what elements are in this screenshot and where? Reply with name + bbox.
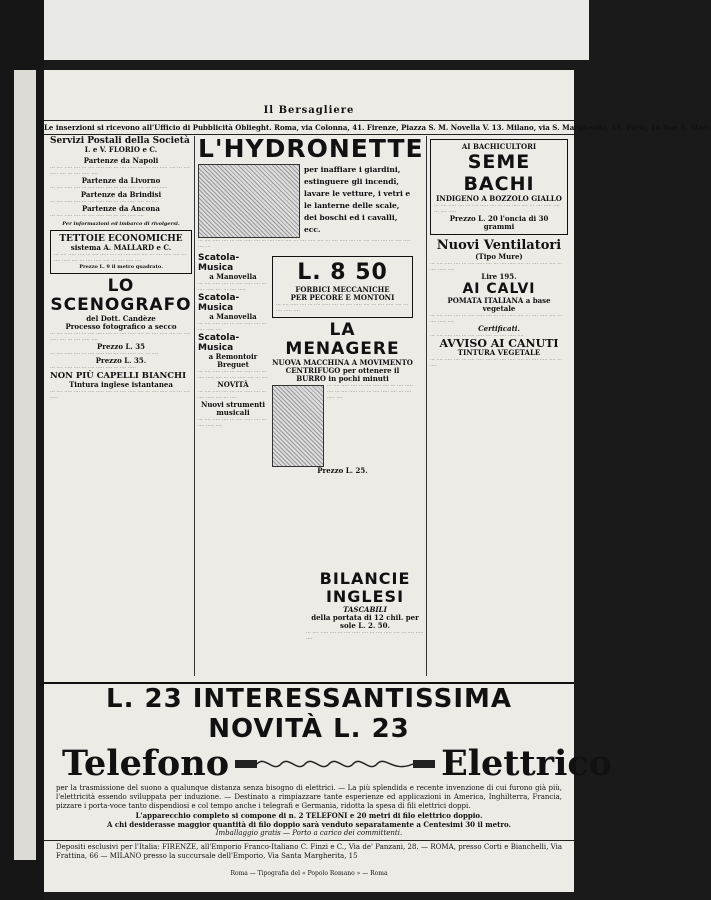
scatola-1-sub: a Manovella	[209, 272, 257, 281]
telephone-wire-icon	[235, 755, 435, 773]
istrumenti-heading: Nuovi strumenti musicali	[200, 400, 266, 417]
filler-text: ··· ···· ····· ···· ··· ···· ····· ···· ··· ···· ····· ···· ··· ···· ····· ···· ··· ···· ····· ····	[276, 302, 408, 314]
column-1	[50, 136, 192, 676]
bachi-title: SEME BACHI	[463, 151, 535, 195]
telefono-filo: A chi desiderasse maggior quantità di filo doppio sarà venduto separatamente a Centesimi 30 il metro.	[106, 820, 511, 829]
masthead: Il Bersagliere	[263, 105, 355, 116]
scatola-1-title: Scatola-Musica	[198, 253, 240, 273]
tettoie-sub: sistema A. MALLARD e C.	[70, 243, 172, 252]
filler-text: ··· ···· ····· ···· ··· ···· ····· ···· ··· ···· ····· ···· ··· ···· ····· ···· ··· ····	[198, 369, 268, 381]
filler-text: ··· ···· ····· ···· ··· ···· ····· ···· ··· ···· ····· ···· ··· ···· ····· ···· ··· ···· ·····	[434, 203, 560, 215]
filler-text: ··· ···· ····· ···· ··· ···· ····· ···· ··· ···· ····· ···· ··· ····	[50, 351, 159, 357]
filler-text: ··· ···· ····· ···· ··· ···· ····· ···· ··· ···· ····· ···· ··· ···· ····· ···· ··· ···· ····· ···· ··· ···· ····· ···· ··· ···· ····· ···· ···	[198, 238, 411, 250]
section-ancona: Partenze da Ancona	[82, 204, 160, 213]
bilancie-price: della portata di 12 chil. per sole L. 2. 50.	[311, 613, 419, 630]
filler-text: ··· ···· ····· ···· ··· ···· ····· ···· ··· ···· ····· ···· ··· ···· ·····	[198, 281, 267, 293]
filler-text: ··· ···· ····· ···· ··· ···· ····· ···· ··· ···· ····· ···· ··· ····	[198, 389, 267, 401]
tintura-heading: TINTURA VEGETALE	[457, 348, 541, 357]
bilancie-ad	[306, 570, 424, 670]
menagere-illustration	[272, 385, 324, 467]
scatola-column	[198, 253, 268, 475]
scenografo-sub: del Dott. Candèze	[86, 314, 156, 323]
scatola-2-sub: a Manovella	[209, 312, 257, 321]
binding-strip	[14, 70, 36, 860]
telefono-ad	[44, 682, 613, 864]
telefono-title-right: Elettrico	[441, 743, 613, 784]
scan-left-edge	[0, 0, 44, 900]
menagere-title: LA MENAGERE	[285, 320, 400, 359]
telefono-title-row	[44, 743, 613, 784]
scenografo-title: LO SCENOGRAFO	[50, 276, 192, 315]
capelli-title: NON PIÙ CAPELLI BIANCHI	[50, 371, 187, 381]
column-rule	[426, 136, 427, 676]
bachi-ad	[430, 139, 568, 235]
column-rule	[194, 136, 195, 676]
scatola-3-title: Scatola-Musica	[198, 333, 240, 353]
filler-text: ··· ···· ····· ···· ··· ···· ····· ···· ··· ···· ·····	[50, 365, 136, 371]
filler-text: ··· ···· ····· ···· ··· ···· ····· ···· ··· ···· ····· ····	[430, 333, 524, 339]
calvi-title: AI CALVI	[462, 281, 536, 297]
column-4	[430, 136, 568, 676]
newspaper-page	[44, 70, 711, 892]
ventilatori-title: Nuovi Ventilatori	[436, 238, 562, 253]
florio-subtitle: I. e V. FLORIO e C.	[84, 145, 158, 154]
filler-text: ··· ···· ····· ···· ··· ···· ····· ···· ··· ···· ····· ····	[198, 321, 267, 333]
telefono-description: per la trasmissione del suono a qualunque distanza senza bisogno di elettrici. — La più splendida e recente invenzione di cui furono già più, l'elettricità essendo sviluppata per induzione. — Destinato a rimpiazzare tante esperienze ed applicazioni in America, Inghilterra, Francia, pizzare i porta-voce tanto dispendiosi e col tempo anche i telegrafi e Germania, ridotta la spesa di fili elettrici doppi.	[56, 784, 562, 810]
filler-text: ··· ···· ····· ···· ··· ···· ····· ···· ··· ···· ····· ···· ··· ···· ·····	[50, 185, 168, 191]
certificati-heading: Certificati.	[478, 324, 520, 333]
tettoie-title: TETTOIE ECONOMICHE	[59, 234, 183, 244]
page-footer: Roma — Tipografia del « Popolo Romano » — Roma	[230, 870, 388, 877]
forbici-title: FORBICI MECCANICHE	[295, 285, 390, 294]
forbici-sub: PER PECORE E MONTONI	[290, 293, 395, 302]
menagere-sub: NUOVA MACCHINA A MOVIMENTO CENTRIFUGO per ottenere il BURRO in pochi minuti	[272, 358, 413, 383]
section-brindisi: Partenze da Brindisi	[80, 190, 162, 199]
filler-text: ··· ···· ····· ···· ··· ···· ····· ···· ··· ···· ····· ···· ··· ···· ····· ···· ··· ···· ····· ···· ··· ···· ····· ····	[327, 383, 413, 401]
bilancie-title: BILANCIE INGLESI	[319, 569, 411, 606]
capelli-sub: Tintura inglese istantanea	[69, 380, 173, 389]
ventilatori-price: Lire 195.	[481, 272, 517, 281]
menagere-price: Prezzo L. 25.	[317, 466, 368, 475]
forbici-price: L. 8 50	[297, 260, 388, 285]
forbici-ad	[272, 256, 413, 318]
hydronette-title: L'HYDRONETTE	[198, 134, 424, 163]
scenografo-price-2: Prezzo L. 35.	[95, 356, 147, 365]
ventilatori-sub: (Tipo Mure)	[475, 252, 523, 261]
telefono-imballaggio: Imballaggio gratis — Porto a carico dei committenti.	[215, 829, 403, 837]
scatola-3-sub: a Remontoir Breguet	[208, 352, 258, 369]
section-napoli: Partenze da Napoli	[83, 156, 159, 165]
ad-notice: Le inserzioni si ricevono all'Ufficio di Pubblicità Oblieght. Roma, via Colonna, 41. Firenze, Piazza S. M. Novella V. 13. Milano, via S. Margherita, 15. Paris, 16 Rue S. Marc	[44, 120, 574, 135]
filler-text: ··· ···· ····· ···· ··· ···· ····· ···· ··· ···· ····· ····	[198, 417, 267, 429]
filler-text: ··· ···· ····· ···· ··· ···· ····· ···· ··· ···· ····· ···· ··· ···· ····· ···· ··· ···· ·····	[50, 389, 190, 401]
filler-text: ··· ···· ····· ···· ··· ···· ····· ···· ··· ···· ····· ···· ··· ···· ····· ···· ··· ···· ····· ····	[430, 261, 562, 273]
hydronette-illustration	[198, 164, 300, 238]
avviso-title: AVVISO AI CANUTI	[439, 337, 559, 350]
filler-text: ··· ···· ····· ···· ··· ···· ····· ···· ··· ···· ····· ···· ··· ···· ····· ···· ··· ···· ····· ···· ··· ···· ····· ····	[50, 165, 190, 177]
bachi-head: AI BACHICULTORI	[461, 142, 537, 151]
hydronette-subtitle: per inaffiare i giardini, estinguere gli incendî, lavare le vetture, i vetri e le lanterne delle scale, dei boschi ed i cavalli, ecc.	[304, 165, 411, 234]
scenografo-price-1: Prezzo L. 35	[97, 342, 145, 351]
telefono-title-left: Telefono	[62, 743, 230, 784]
telefono-headline: L. 23 INTERESSANTISSIMA NOVITÀ L. 23	[106, 684, 512, 744]
bilancie-sub: TASCABILI	[343, 605, 387, 614]
telefono-depositi: Depositi esclusivi per l'Italia: FIRENZE, all'Emporio Franco-Italiano C. Finzi e C., Via de' Panzani, 28. — ROMA, presso Corti e Bianchelli, Via Frattina, 66 — MILANO presso la succursale dell'Emporio, Via Santa Margherita, 15	[44, 840, 574, 861]
scatola-2-title: Scatola-Musica	[198, 293, 240, 313]
florio-title: Servizi Postali della Società	[50, 136, 190, 146]
novita-heading: NOVITÀ	[217, 380, 249, 389]
filler-text: ··· ···· ····· ···· ··· ···· ····· ···· ··· ···· ····· ···· ··· ···· ····· ····	[306, 630, 424, 642]
section-livorno: Partenze da Livorno	[81, 176, 161, 185]
bachi-sub: INDIGENO A BOZZOLO GIALLO	[436, 194, 562, 203]
filler-text: ··· ···· ····· ···· ··· ···· ····· ···· ··· ···· ····· ····	[50, 213, 144, 219]
filler-text: ··· ···· ····· ···· ··· ···· ····· ···· ··· ···· ····· ···· ··· ···· ····· ···· ··· ···· ····· ···· ··· ···· ····· ···· ··· ···· ····· ····	[54, 252, 186, 264]
filler-text: ··· ···· ····· ···· ··· ···· ····· ···· ··· ···· ····· ···· ··· ···· ····· ···· ··· ···· ····· ····	[430, 313, 562, 325]
filler-text: ··· ···· ····· ···· ··· ···· ····· ···· ··· ···· ····· ···· ··· ····	[50, 199, 159, 205]
filler-text: ··· ···· ····· ···· ··· ···· ····· ···· ··· ···· ····· ···· ··· ···· ····· ···· ··· ····	[430, 357, 562, 369]
telefono-apparecchio: L'apparecchio completo si compone di n. 2 TELEFONI e 20 metri di filo elettrico doppio.	[135, 811, 483, 820]
filler-text: ··· ···· ····· ···· ··· ···· ····· ···· ··· ···· ····· ···· ··· ···· ····· ···· ··· ···· ····· ···· ··· ···· ····· ····	[50, 331, 190, 343]
scan-top-margin	[0, 0, 589, 60]
info-line: Per informazioni ed imbarco di rivolgersi.	[62, 221, 180, 227]
bachi-price: Prezzo L. 20 l'oncia di 30 grammi	[449, 214, 549, 231]
forbici-column	[272, 253, 413, 475]
calvi-sub: POMATA ITALIANA a base vegetale	[447, 296, 551, 313]
scenografo-process: Processo fotografico a secco	[65, 322, 177, 331]
tettoie-ad	[50, 230, 192, 274]
tettoie-price: Prezzo L. 9 il metro quadrato.	[79, 264, 163, 270]
